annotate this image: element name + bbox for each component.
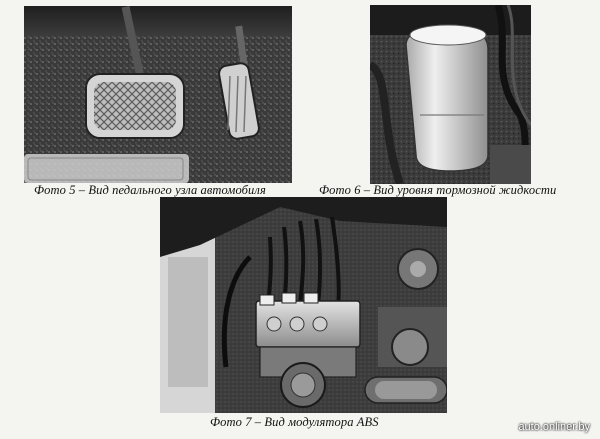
brake-fluid-level-photo bbox=[370, 5, 531, 184]
photo5-caption: Фото 5 – Вид педального узла автомобиля bbox=[34, 183, 266, 197]
pedal-assembly-photo bbox=[24, 6, 292, 183]
abs-modulator-photo bbox=[160, 197, 447, 413]
photo7-caption: Фото 7 – Вид модулятора ABS bbox=[210, 415, 379, 429]
photo6-caption: Фото 6 – Вид уровня тормозной жидкости bbox=[319, 183, 557, 197]
site-watermark: auto.onliner.by bbox=[518, 421, 590, 433]
